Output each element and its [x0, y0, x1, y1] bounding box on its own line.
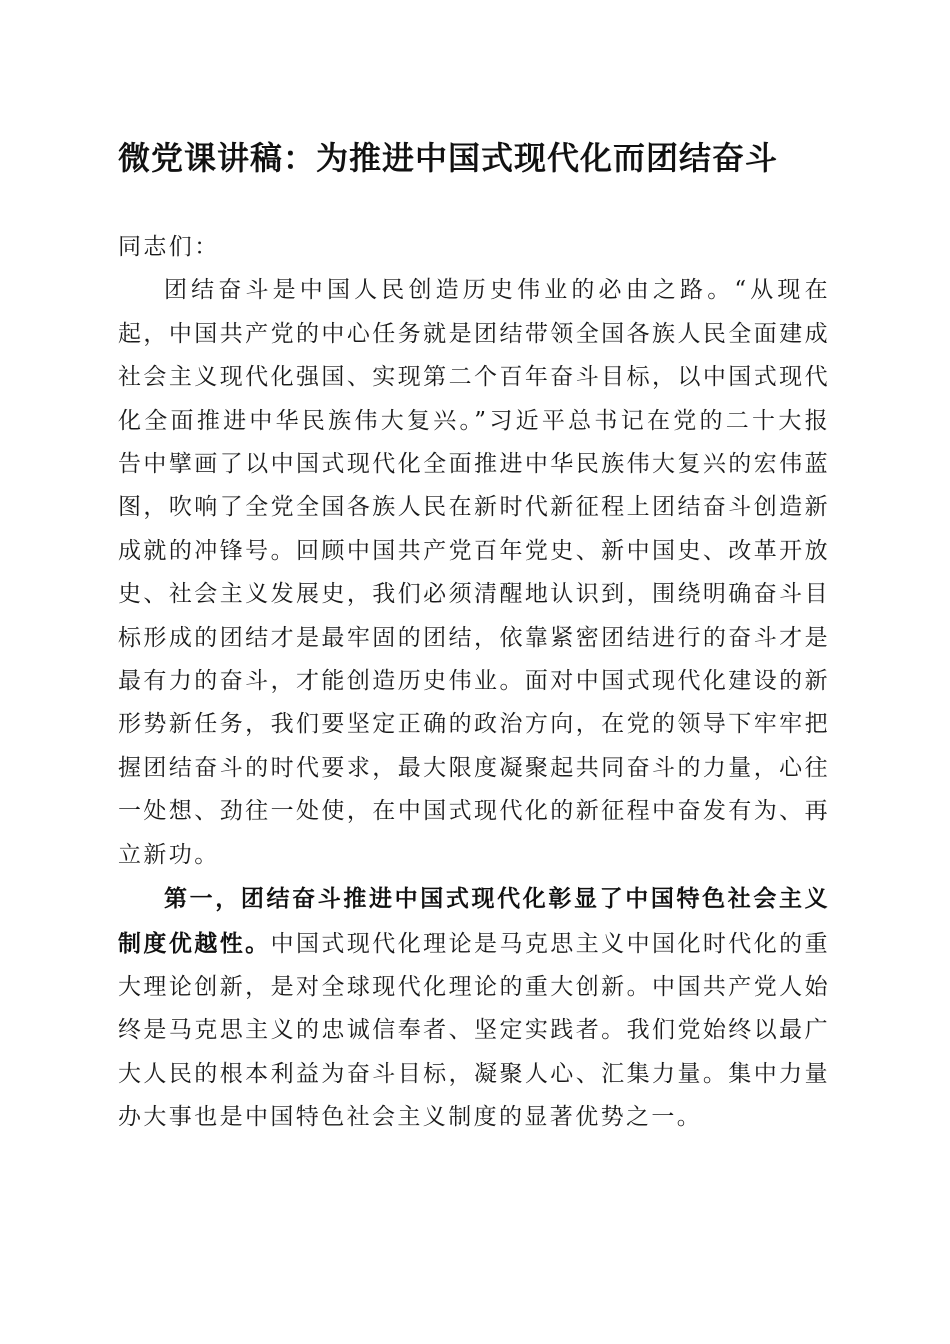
document-body	[118, 226, 830, 1140]
paragraph-point-one	[118, 877, 830, 1139]
salutation: 同志们：	[118, 234, 220, 260]
paragraph-text: 团结奋斗是中国人民创造历史伟业的必由之路。“从现在起，中国共产党的中心任务就是团结带领全国各族人民全面建成社会主义现代化强国、实现第二个百年奋斗目标，以中国式现代化全面推进中华民族伟大复兴。”习近平总书记在党的二十大报告中擘画了以中国式现代化全面推进中华民族伟大复兴的宏伟蓝图，吹响了全党全国各族人民在新时代新征程上团结奋斗创造新成就的冲锋号。回顾中国共产党百年党史、新中国史、改革开放史、社会主义发展史，我们必须清醒地认识到，围绕明确奋斗目标形成的团结才是最牢固的团结，依靠紧密团结进行的奋斗才是最有力的奋斗，才能创造历史伟业。面对中国式现代化建设的新形势新任务，我们要坚定正确的政治方向，在党的领导下牢牢把握团结奋斗的时代要求，最大限度凝聚起共同奋斗的力量，心往一处想、劲往一处使，在中国式现代化的新征程中奋发有为、再立新功。	[118, 277, 830, 868]
paragraph-intro	[118, 269, 830, 877]
paragraph-lead-sentence: 第一，团结奋斗推进中国式现代化彰显了中国特色社会主义制度优越性。	[118, 885, 830, 957]
paragraph-text: 中国式现代化理论是马克思主义中国化时代化的重大理论创新，是对全球现代化理论的重大创新。中国共产党人始终是马克思主义的忠诚信奉者、坚定实践者。我们党始终以最广大人民的根本利益为奋斗目标，凝聚人心、汇集力量。集中力量办大事也是中国特色社会主义制度的显著优势之一。	[118, 930, 830, 1131]
document-title: 微党课讲稿：为推进中国式现代化而团结奋斗	[118, 139, 779, 177]
